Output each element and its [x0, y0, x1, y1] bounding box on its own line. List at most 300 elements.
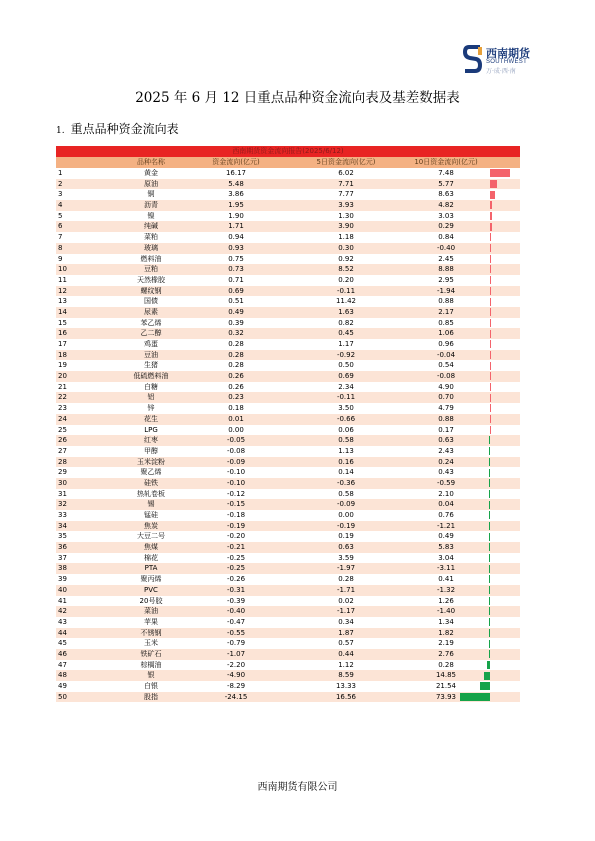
row-flow-10d: 2.45 [438, 254, 454, 263]
row-name: 苹果 [144, 617, 158, 626]
row-flow: 0.23 [228, 393, 244, 402]
table-row [56, 531, 520, 542]
row-name: 玉米 [144, 639, 158, 648]
row-name: 玻璃 [144, 243, 158, 252]
row-name: 硅铁 [144, 478, 158, 487]
row-flow: 1.90 [228, 211, 244, 220]
header-flow: 资金流向(亿元) [212, 158, 260, 166]
positive-flow-bar [490, 169, 510, 177]
logo-name-cn: 西南期货 [486, 47, 530, 60]
negative-flow-bar [489, 640, 490, 648]
positive-flow-bar [490, 426, 491, 434]
row-flow-10d: 5.83 [438, 543, 454, 552]
row-name: 甲醇 [144, 446, 158, 455]
row-flow: 1.71 [228, 222, 244, 231]
company-logo [462, 44, 546, 76]
row-flow: 1.95 [228, 201, 244, 210]
row-index: 18 [58, 350, 67, 359]
row-index: 41 [58, 596, 67, 605]
row-flow-5d: 1.17 [338, 340, 354, 348]
row-index: 23 [58, 404, 67, 413]
table-title: 西南期货资金流向报告(2025/6/12) [56, 146, 520, 157]
row-flow-5d: 0.16 [338, 457, 354, 466]
table-row [56, 510, 520, 521]
row-flow-5d: 0.50 [338, 361, 354, 370]
table-row [56, 275, 520, 286]
negative-flow-bar [489, 575, 490, 583]
row-flow-10d: 0.49 [438, 532, 454, 541]
table-header-row [56, 157, 520, 168]
table-row [56, 521, 520, 532]
table-row [56, 221, 520, 232]
row-flow-10d: 0.28 [438, 660, 454, 669]
row-flow-5d: 0.19 [338, 532, 354, 541]
row-flow-5d: 0.82 [338, 318, 354, 327]
row-flow: -0.79 [226, 639, 246, 648]
negative-flow-bar [489, 618, 490, 626]
row-flow-5d: 3.59 [338, 553, 354, 562]
row-flow-10d: 1.26 [438, 596, 454, 605]
section-number: 1. [56, 126, 65, 136]
row-flow: -1.07 [226, 649, 246, 658]
row-flow-5d: 8.52 [338, 265, 354, 274]
row-flow-5d: 0.30 [338, 243, 354, 252]
page-title: 2025 年 6 月 12 日重点品种资金流向表及基差数据表 [135, 90, 460, 106]
row-index: 29 [58, 468, 67, 477]
row-flow-10d: -1.94 [436, 286, 456, 295]
table-row [56, 339, 520, 350]
table-row [56, 264, 520, 275]
row-flow: -0.05 [226, 436, 246, 445]
row-flow-10d: 0.54 [438, 361, 454, 370]
row-flow: 0.32 [228, 329, 244, 338]
row-flow-5d: 1.12 [338, 660, 354, 669]
row-name: 花生 [144, 414, 158, 423]
table-row [56, 660, 520, 671]
row-flow-10d: 73.93 [435, 692, 457, 701]
row-flow-5d: 1.63 [338, 307, 354, 316]
row-name: 豆粕 [144, 265, 158, 274]
row-flow-10d: 8.63 [438, 190, 454, 199]
row-flow-10d: -1.21 [436, 521, 456, 530]
negative-flow-bar [484, 672, 490, 680]
negative-flow-bar [480, 682, 490, 690]
row-name: 乙二醇 [140, 329, 162, 338]
row-index: 32 [58, 500, 67, 509]
row-flow-5d: 0.28 [338, 575, 354, 584]
table-row [56, 542, 520, 553]
row-index: 6 [58, 222, 63, 231]
row-flow: 0.28 [228, 361, 244, 370]
row-flow: -2.20 [226, 660, 246, 669]
row-name: 锰硅 [144, 511, 158, 519]
footer-company: 西南期货有限公司 [257, 782, 338, 793]
row-flow-10d: -0.40 [436, 243, 456, 252]
negative-flow-bar [489, 436, 490, 444]
row-flow-10d: 5.77 [438, 179, 454, 188]
row-flow-10d: 2.19 [438, 639, 454, 648]
row-flow-5d: 0.92 [338, 254, 354, 263]
row-name: 股指 [144, 692, 158, 701]
row-flow-5d: 0.44 [338, 649, 354, 658]
row-flow-10d: 2.43 [438, 446, 454, 455]
row-flow-5d: 0.02 [338, 596, 354, 605]
row-name: 铁矿石 [140, 649, 162, 658]
table-row [56, 681, 520, 692]
table-row [56, 382, 520, 393]
table-row [56, 563, 520, 574]
row-flow-5d: -0.92 [336, 350, 356, 359]
table-row [56, 254, 520, 265]
table-row [56, 200, 520, 211]
row-flow-5d: 3.93 [338, 201, 354, 210]
row-name: 国债 [144, 297, 158, 306]
table-row [56, 628, 520, 639]
row-index: 1 [58, 169, 63, 177]
negative-flow-bar [489, 501, 490, 509]
row-index: 25 [58, 425, 67, 434]
row-flow-10d: 0.29 [438, 222, 454, 231]
row-flow: -0.15 [226, 500, 246, 509]
table-row [56, 596, 520, 607]
row-flow: -0.21 [226, 543, 246, 552]
row-name: 锌 [147, 404, 155, 413]
row-flow-10d: 0.04 [438, 500, 454, 509]
table-row [56, 350, 520, 361]
row-flow-5d: 0.63 [338, 543, 354, 552]
table-row [56, 574, 520, 585]
row-index: 4 [58, 201, 63, 210]
negative-flow-bar [489, 458, 490, 466]
logo-name-en: SOUTHWEST [486, 59, 528, 65]
positive-flow-bar [490, 340, 491, 348]
table-row [56, 307, 520, 318]
row-flow-5d: 0.00 [338, 511, 354, 519]
row-flow-10d: 0.70 [438, 393, 454, 402]
row-index: 24 [58, 414, 67, 423]
positive-flow-bar [490, 201, 492, 209]
negative-flow-bar [460, 693, 490, 701]
negative-flow-bar [489, 447, 490, 455]
row-name: 纯碱 [144, 222, 158, 231]
row-name: 20号胶 [139, 596, 163, 605]
row-name: 棕榈油 [140, 660, 162, 669]
positive-flow-bar [490, 351, 491, 359]
row-flow-5d: -0.09 [336, 500, 356, 509]
row-flow: 0.28 [228, 350, 244, 359]
row-index: 39 [58, 575, 67, 584]
table-row [56, 457, 520, 468]
row-flow-5d: -0.36 [336, 478, 356, 487]
row-index: 47 [58, 660, 67, 669]
row-flow-10d: 2.95 [438, 275, 454, 284]
row-flow-5d: 16.56 [335, 692, 357, 701]
row-flow-5d: 3.90 [338, 222, 354, 231]
row-index: 37 [58, 553, 67, 562]
row-name: 大豆二号 [137, 532, 165, 541]
row-index: 22 [58, 393, 67, 402]
row-flow: 0.49 [228, 307, 244, 316]
row-flow-5d: 0.58 [338, 489, 354, 498]
row-index: 19 [58, 361, 67, 370]
positive-flow-bar [490, 319, 491, 327]
row-flow-5d: 7.77 [338, 190, 354, 199]
row-flow: -8.29 [226, 682, 246, 690]
table-row [56, 435, 520, 446]
row-index: 40 [58, 585, 67, 594]
section-heading [56, 120, 179, 137]
row-flow-10d: 1.34 [438, 617, 454, 626]
row-index: 43 [58, 617, 67, 626]
row-flow: -0.20 [226, 532, 246, 541]
row-flow-5d: 0.69 [338, 372, 354, 381]
row-index: 15 [58, 318, 67, 327]
table-row [56, 189, 520, 200]
table-row [56, 467, 520, 478]
row-name: 尿素 [144, 307, 158, 316]
row-index: 26 [58, 436, 67, 445]
table-body [56, 168, 520, 702]
table-row [56, 585, 520, 596]
row-flow-5d: 6.02 [338, 169, 354, 177]
row-flow-5d: 0.14 [338, 468, 354, 477]
row-index: 50 [58, 692, 67, 701]
row-flow: 0.18 [228, 404, 244, 413]
row-flow-5d: -0.11 [336, 286, 356, 295]
row-flow: 0.00 [228, 425, 244, 434]
row-flow: 0.71 [228, 275, 244, 284]
row-name: 银 [147, 671, 155, 680]
positive-flow-bar [490, 298, 491, 306]
row-flow-5d: 2.34 [338, 382, 354, 391]
row-flow-5d: 13.33 [335, 682, 357, 690]
row-index: 11 [58, 275, 67, 284]
row-index: 2 [58, 179, 63, 188]
row-name: 焦炭 [144, 521, 158, 530]
row-flow: 0.94 [228, 233, 244, 242]
positive-flow-bar [490, 308, 491, 316]
row-index: 30 [58, 478, 67, 487]
row-index: 14 [58, 307, 67, 316]
row-flow: -4.90 [226, 671, 246, 680]
row-index: 20 [58, 372, 67, 381]
row-index: 34 [58, 521, 67, 530]
row-flow-10d: 8.88 [438, 265, 454, 274]
negative-flow-bar [489, 565, 490, 573]
row-name: PTA [144, 564, 158, 573]
row-name: 聚丙烯 [140, 575, 162, 584]
header-name: 品种名称 [137, 158, 165, 166]
positive-flow-bar [490, 255, 491, 263]
row-flow-5d: 1.30 [338, 211, 354, 220]
positive-flow-bar [490, 244, 491, 252]
row-flow-10d: 14.85 [435, 671, 457, 680]
row-name: 铝 [147, 393, 155, 402]
table-row [56, 478, 520, 489]
row-flow-10d: 0.85 [438, 318, 454, 327]
table-row [56, 286, 520, 297]
table-row [56, 489, 520, 500]
row-flow: 0.26 [228, 382, 244, 391]
row-flow-5d: 1.18 [338, 233, 354, 242]
table-row [56, 414, 520, 425]
row-name: 鸡蛋 [144, 340, 158, 348]
row-name: 聚乙烯 [140, 468, 162, 477]
positive-flow-bar [490, 330, 491, 338]
table-row [56, 446, 520, 457]
row-index: 49 [58, 682, 67, 690]
row-flow-10d: 21.54 [435, 682, 457, 690]
row-index: 21 [58, 382, 67, 391]
row-flow: 0.01 [228, 414, 244, 423]
row-name: 白糖 [144, 382, 158, 391]
table-row [56, 296, 520, 307]
row-index: 27 [58, 446, 67, 455]
row-index: 45 [58, 639, 67, 648]
row-flow: -0.25 [226, 564, 246, 573]
table-row [56, 425, 520, 436]
negative-flow-bar [489, 629, 490, 637]
positive-flow-bar [490, 191, 495, 199]
row-flow: -0.39 [226, 596, 246, 605]
positive-flow-bar [490, 362, 491, 370]
row-flow-10d: 0.84 [438, 233, 454, 242]
row-index: 33 [58, 511, 67, 519]
row-flow-5d: 0.57 [338, 639, 354, 648]
row-name: 棉花 [144, 553, 158, 562]
row-flow: 0.73 [228, 265, 244, 274]
negative-flow-bar [489, 511, 490, 519]
row-flow: -0.09 [226, 457, 246, 466]
row-flow-10d: 0.17 [438, 425, 454, 434]
table-row [56, 670, 520, 681]
row-name: 天然橡胶 [137, 275, 165, 284]
row-flow-5d: -1.97 [336, 564, 356, 573]
row-flow-10d: 0.96 [438, 340, 454, 348]
row-flow: -0.10 [226, 478, 246, 487]
table-row [56, 553, 520, 564]
row-index: 5 [58, 211, 63, 220]
row-flow-10d: -0.59 [436, 478, 456, 487]
row-flow-5d: 8.59 [338, 671, 354, 680]
logo-s-icon [462, 44, 484, 74]
row-name: 不锈钢 [140, 628, 162, 637]
row-flow: -0.19 [226, 521, 246, 530]
negative-flow-bar [489, 533, 490, 541]
row-index: 31 [58, 489, 67, 498]
row-name: 菜油 [144, 607, 158, 616]
row-flow: -0.18 [226, 511, 246, 519]
table-row [56, 499, 520, 510]
positive-flow-bar [490, 394, 491, 402]
row-flow-10d: 7.48 [438, 169, 454, 177]
table-row [56, 392, 520, 403]
row-flow-10d: 0.41 [438, 575, 454, 584]
row-flow-5d: 7.71 [338, 179, 354, 188]
negative-flow-bar [489, 650, 490, 658]
row-flow-10d: 3.03 [438, 211, 454, 220]
row-flow: 16.17 [225, 169, 247, 177]
row-flow-10d: 1.82 [438, 628, 454, 637]
row-flow-10d: 2.10 [438, 489, 454, 498]
row-flow-10d: 2.17 [438, 307, 454, 316]
table-row [56, 371, 520, 382]
row-flow: 0.69 [228, 286, 244, 295]
header-flow-5d: 5日资金流向(亿元) [316, 158, 376, 166]
row-flow: -0.25 [226, 553, 246, 562]
table-row [56, 168, 520, 179]
positive-flow-bar [490, 415, 491, 423]
negative-flow-bar [489, 554, 490, 562]
negative-flow-bar [489, 522, 490, 530]
table-row [56, 617, 520, 628]
row-flow: -0.10 [226, 468, 246, 477]
negative-flow-bar [489, 469, 490, 477]
section-title: 重点品种资金流向表 [70, 122, 179, 136]
row-index: 12 [58, 286, 67, 295]
row-flow-5d: -0.66 [336, 414, 356, 423]
row-name: 低硫燃料油 [133, 372, 169, 381]
negative-flow-bar [489, 490, 490, 498]
table-row [56, 179, 520, 190]
row-index: 3 [58, 190, 63, 199]
table-row [56, 328, 520, 339]
row-flow-10d: 0.88 [438, 297, 454, 306]
row-flow-10d: 4.82 [438, 201, 454, 210]
positive-flow-bar [490, 180, 497, 188]
negative-flow-bar [489, 607, 490, 615]
row-name: 菜粕 [144, 233, 158, 242]
row-name: 红枣 [144, 436, 158, 445]
row-flow: -0.47 [226, 617, 246, 626]
row-index: 38 [58, 564, 67, 573]
positive-flow-bar [490, 265, 491, 273]
row-flow-5d: 3.50 [338, 404, 354, 413]
row-index: 36 [58, 543, 67, 552]
row-flow: 0.39 [228, 318, 244, 327]
row-index: 9 [58, 254, 63, 263]
row-index: 35 [58, 532, 67, 541]
negative-flow-bar [489, 543, 490, 551]
row-flow: 0.26 [228, 372, 244, 381]
row-index: 7 [58, 233, 63, 242]
row-name: 螺纹钢 [140, 286, 162, 295]
row-name: 燃料油 [140, 254, 162, 263]
row-name: LPG [144, 425, 158, 434]
row-flow: 0.75 [228, 254, 244, 263]
row-flow-10d: -0.04 [436, 350, 456, 359]
row-flow-10d: 4.90 [438, 382, 454, 391]
row-flow-10d: -1.32 [436, 585, 456, 594]
row-flow-10d: 0.76 [438, 511, 454, 519]
row-name: 锡 [147, 500, 155, 509]
row-flow-5d: -1.71 [336, 585, 356, 594]
row-name: 白银 [144, 682, 158, 690]
row-flow: 0.51 [228, 297, 244, 306]
row-flow: 0.93 [228, 243, 244, 252]
row-flow: -0.31 [226, 585, 246, 594]
row-index: 16 [58, 329, 67, 338]
row-name: 苯乙烯 [140, 318, 162, 327]
table-row [56, 692, 520, 703]
row-index: 10 [58, 265, 67, 274]
row-name: 镍 [147, 211, 155, 220]
table-row [56, 243, 520, 254]
row-flow-5d: 11.42 [335, 297, 357, 306]
row-flow-5d: 0.45 [338, 329, 354, 338]
row-flow: -0.26 [226, 575, 246, 584]
table-row [56, 649, 520, 660]
